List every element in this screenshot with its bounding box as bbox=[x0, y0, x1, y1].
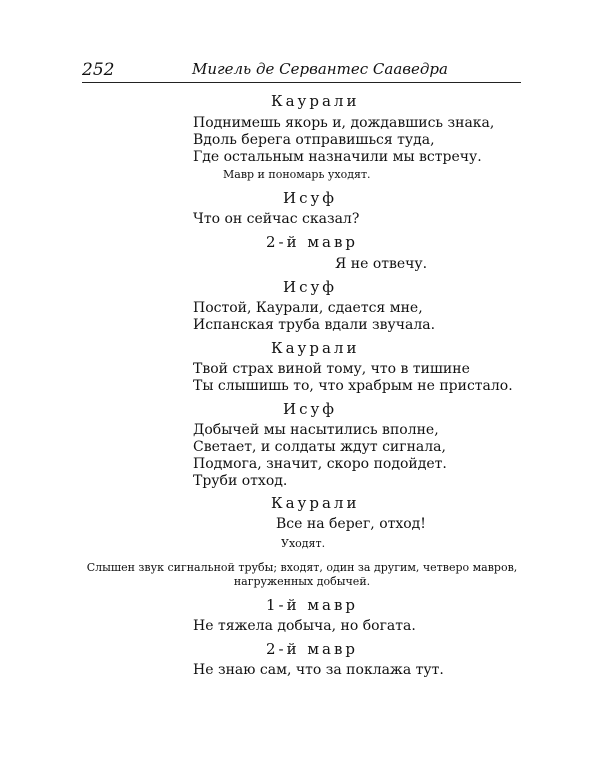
verse-line: Труби отход. bbox=[193, 473, 288, 489]
verse-line: Испанская труба вдали звучала. bbox=[193, 317, 436, 333]
verse-line: Вдоль берега отправишься туда, bbox=[193, 132, 435, 148]
speaker-name: Каурали bbox=[271, 494, 360, 512]
verse-line: Добычей мы насытились вполне, bbox=[193, 422, 439, 438]
speaker-name: Каурали bbox=[271, 339, 360, 357]
verse-line: Твой страх виной тому, что в тишине bbox=[193, 361, 470, 377]
verse-line: Не тяжела добыча, но богата. bbox=[193, 618, 416, 634]
header-rule bbox=[82, 82, 521, 83]
verse-line: Что он сейчас сказал? bbox=[193, 211, 360, 227]
speaker-name: Исуф bbox=[283, 400, 338, 418]
verse-line: Я не отвечу. bbox=[335, 256, 428, 272]
verse-line: Поднимешь якорь и, дождавшись знака, bbox=[193, 115, 495, 131]
speaker-name: 1-й мавр bbox=[266, 596, 359, 614]
speaker-name: 2-й мавр bbox=[266, 640, 359, 658]
speaker-name: 2-й мавр bbox=[266, 233, 359, 251]
stage-direction: Слышен звук сигнальной трубы; входят, один за другим, четверо мавров, нагруженных добычей. bbox=[86, 561, 518, 588]
verse-line: Подмога, значит, скоро подойдет. bbox=[193, 456, 447, 472]
page-number: 252 bbox=[82, 60, 115, 80]
running-title: Мигель де Сервантес Сааведра bbox=[192, 60, 448, 78]
stage-direction: Уходят. bbox=[281, 537, 326, 550]
verse-line: Где остальным назначили мы встречу. bbox=[193, 149, 482, 165]
stage-direction: Мавр и пономарь уходят. bbox=[223, 168, 371, 181]
speaker-name: Исуф bbox=[283, 278, 338, 296]
verse-line: Все на берег, отход! bbox=[276, 516, 426, 532]
speaker-name: Каурали bbox=[271, 92, 360, 110]
verse-line: Не знаю сам, что за поклажа тут. bbox=[193, 662, 444, 678]
speaker-name: Исуф bbox=[283, 189, 338, 207]
verse-line: Постой, Каурали, сдается мне, bbox=[193, 300, 423, 316]
verse-line: Ты слышишь то, что храбрым не пристало. bbox=[193, 378, 513, 394]
verse-line: Светает, и солдаты ждут сигнала, bbox=[193, 439, 446, 455]
